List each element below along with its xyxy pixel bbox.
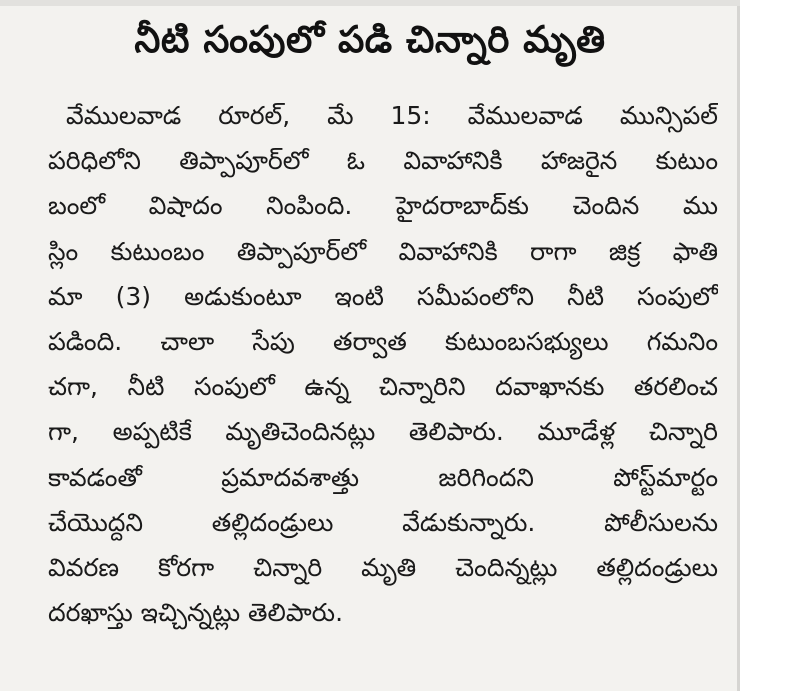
article-line: కావడంతో ప్రమాదవశాత్తు జరిగిందని పోస్ట్‌మార్టం — [48, 462, 718, 492]
article-line: స్లిం కుటుంబం తిప్పాపూర్‌లో వివాహానికి రాగా జిక్ర ఫాతి — [48, 236, 718, 266]
article-line: బంలో విషాదం నింపింది. హైదరాబాద్‌కు చెందిన ము — [48, 191, 718, 221]
article-line: వివరణ కోరగా చిన్నారి మృతి చెందిన్నట్లు తల్లిదండ్రులు — [48, 553, 718, 583]
article-line: చేయొద్దని తల్లిదండ్రులు వేడుకున్నారు. పోలీసులను — [48, 507, 718, 537]
article-body — [48, 93, 718, 635]
article-line: పడింది. చాలా సేపు తర్వాత కుటుంబసభ్యులు గమనిం — [48, 327, 718, 357]
article-line: దరఖాస్తు ఇచ్చిన్నట్లు తెలిపారు. — [48, 598, 344, 628]
top-rule — [0, 0, 740, 6]
article-headline: నీటి సంపులో పడి చిన్నారి మృతి — [134, 18, 606, 61]
article-line: పరిధిలోని తిప్పాపూర్‌లో ఓ వివాహానికి హాజరైన కుటుం — [48, 146, 718, 176]
article-line: మా (3) అడుకుంటూ ఇంటి సమీపంలోని నీటి సంపులో — [48, 281, 718, 311]
article-line: గా, అప్పటికే మృతిచెందినట్లు తెలిపారు. మూడేళ్ల చిన్నారి — [48, 417, 718, 447]
article-line: చగా, నీటి సంపులో ఉన్న చిన్నారిని దవాఖానకు తరలించ — [48, 372, 718, 402]
article-line: వేములవాడ రూరల్, మే 15: వేములవాడ మున్సిపల్ — [66, 101, 718, 130]
